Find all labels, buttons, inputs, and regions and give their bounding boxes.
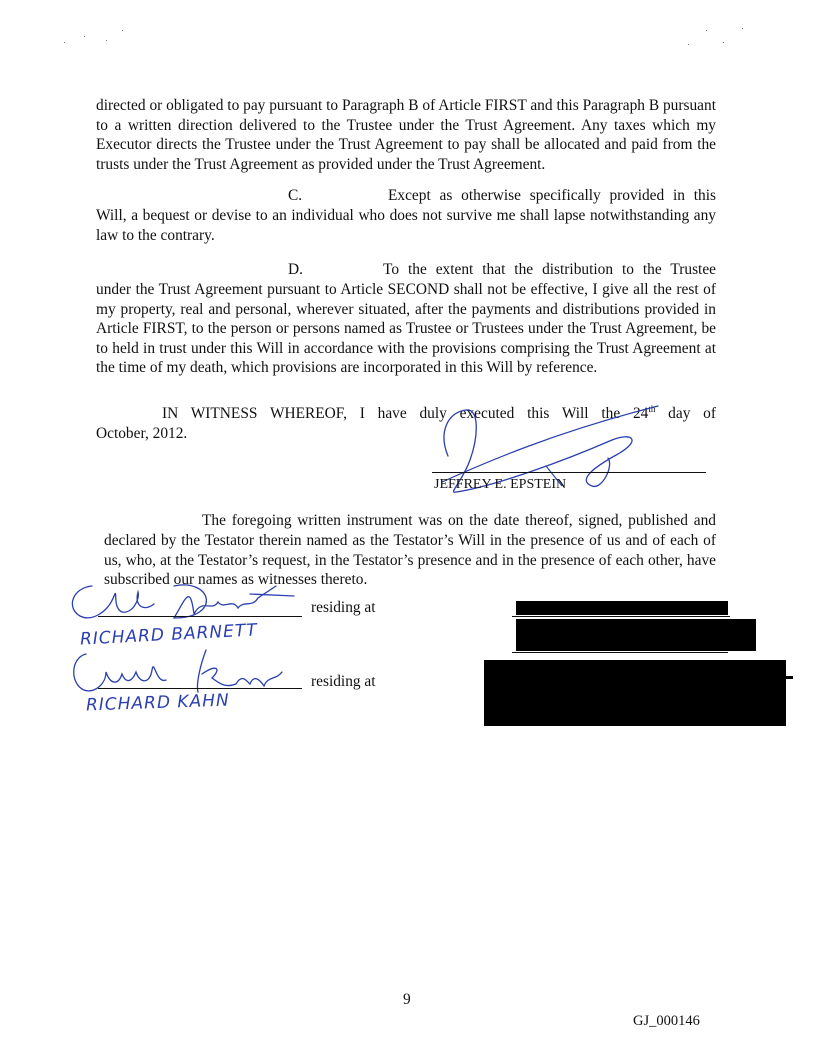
paragraph-c-letter: C. <box>288 187 303 204</box>
witness-clause-line-2: October, 2012. <box>96 425 188 442</box>
paragraph-c-first-line: Except as otherwise specifically provided in this <box>388 187 716 204</box>
witness-1-address-line-2 <box>512 652 728 653</box>
paragraph-d-body: under the Trust Agreement pursuant to Article SECOND shall not be effective, I give all the rest of my property, real and personal, wherever situated, after the payments and distributions provided in Article FIRST, to the person or persons named as Trustee or Trustees under the Trust Agreement, be to held in trust under this Will in accordance with the provisions comprising the Trust Agreement at the time of my death, which provisions are incorporated in this Will by reference. <box>96 281 716 376</box>
witness-2-residing-label: residing at <box>311 673 376 690</box>
witness-2-signature-line <box>98 688 302 689</box>
witness-1-address-redaction-2 <box>516 619 756 651</box>
witness-2-printed-name: RICHARD KAHN <box>85 690 230 716</box>
attestation-body: declared by the Testator therein named as the Testator’s Will in the presence of us and of each of us, who, at the Testator’s request, in the Testator’s presence and in the presence of each other, have subscribed our names as witnesses thereto. <box>104 532 716 588</box>
witness-1-residing-label: residing at <box>311 599 376 616</box>
witness-1-signature <box>62 578 302 628</box>
scan-speck <box>122 30 123 31</box>
paragraph-d-first-line: To the extent that the distribution to the Trustee <box>383 261 716 278</box>
witness-1-signature-line <box>98 616 302 617</box>
scan-speck <box>688 44 689 45</box>
attestation-paragraph <box>104 511 716 531</box>
scan-speck <box>106 40 107 41</box>
scan-speck <box>64 42 65 43</box>
testator-signature-line <box>432 472 706 473</box>
witness-1-printed-name: RICHARD BARNETT <box>79 620 259 650</box>
witness-2-address-redaction <box>484 660 786 726</box>
bates-number: GJ_000146 <box>633 1013 700 1029</box>
witness-2-address-redaction-tail <box>786 676 793 679</box>
scan-speck <box>706 30 707 31</box>
paragraph-d-letter: D. <box>288 261 303 278</box>
scan-speck <box>84 36 85 37</box>
witness-clause-line-1: IN WITNESS WHEREOF, I have duly executed this Will the 24th day of <box>162 403 716 422</box>
page-number: 9 <box>403 991 411 1008</box>
testator-printed-name: JEFFREY E. EPSTEIN <box>434 477 567 492</box>
paragraph-continued: directed or obligated to pay pursuant to Paragraph B of Article FIRST and this Paragraph B pursuant to a written direction delivered to the Trustee under the Trust Agreement. Any taxes which my Executor directs the Trustee under the Trust Agreement to pay shall be allocated and paid from the trusts under the Trust Agreement as provided under the Trust Agreement. <box>96 97 716 173</box>
witness-1-address-redaction-1 <box>516 601 728 615</box>
attestation-first-line: The foregoing written instrument was on the date thereof, signed, published and <box>202 512 716 529</box>
paragraph-c-body: Will, a bequest or devise to an individual who does not survive me shall lapse notwithstanding any law to the contrary. <box>96 207 716 244</box>
scan-speck <box>742 28 743 29</box>
witness-1-address-line <box>512 616 730 617</box>
scan-speck <box>723 42 724 43</box>
